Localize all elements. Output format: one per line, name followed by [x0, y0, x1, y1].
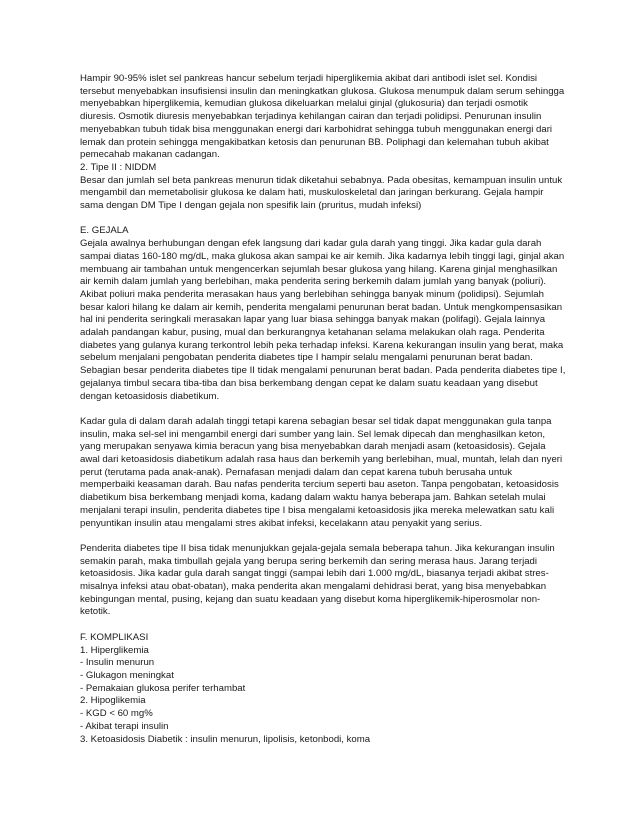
komplikasi-line: - Glukagon meningkat: [80, 669, 174, 681]
document-page: [80, 73, 566, 746]
paragraph-gejala-2: Kadar gula di dalam darah adalah tinggi tetapi karena sebagian besar sel tidak dapat menggunakan gula tanpa insulin, maka sel-sel ini mengambil energi dari sumber yang lain. Sel lemak dipecah dan menghasilkan keton, yang merupakan senyawa kimia beracun yang bisa menyebabkan darah menjadi asam (ketoasidosis). Gejala awal dari ketoasidosis diabetikum adalah rasa haus dan berkemih yang berlebihan, mual, muntah, lelah dan nyeri perut (terutama pada anak-anak). Pernafasan menjadi dalam dan cepat karena tubuh berusaha untuk memperbaiki keasaman darah. Bau nafas penderita tercium seperti bau aseton. Tanpa pengobatan, ketoasidosis diabetikum bisa berkembang menjadi koma, kadang dalam waktu hanya beberapa jam. Bahkan setelah mulai menjalani terapi insulin, penderita diabetes tipe I bisa mengalami ketoasidosis jika mereka melewatkan satu kali penyuntikan insulin atau mengalami stres akibat infeksi, kecelakann atau penyakit yang serius.: [80, 415, 563, 529]
section-title-gejala: E. GEJALA: [80, 225, 129, 237]
paragraph-gejala-1: Gejala awalnya berhubungan dengan efek langsung dari kadar gula darah yang tinggi. Jika kadar gula darah sampai diatas 160-180 mg/dL, maka glukosa akan sampai ke air kemih. Jika kadarnya lebih tinggi lagi, ginjal akan membuang air tambahan untuk mengencerkan sejumlah besar glukosa yang hilang. Karena ginjal menghasilkan air kemih dalam jumlah yang berlebihan, maka penderita sering berkemih dalam jumlah yang banyak (poliuri). Akibat poliuri maka penderita merasakan haus yang berlebihan sehingga banyak minum (polidipsi). Sejumlah besar kalori hilang ke dalam air kemih, penderita mengalami penurunan berat badan. Untuk mengkompensasikan hal ini penderita seringkali merasakan lapar yang luar biasa sehingga banyak makan (polifagi). Gejala lainnya adalah pandangan kabur, pusing, mual dan berkurangnya ketahanan selama melakukan olah raga. Penderita diabetes yang gulanya kurang terkontrol lebih peka terhadap infeksi. Karena kekurangan insulin yang berat, maka sebelum menjalani pengobatan penderita diabetes tipe I hampir selalu mengalami penurunan berat badan. Sebagian besar penderita diabetes tipe II tidak mengalami penurunan berat badan. Pada penderita diabetes tipe I, gejalanya timbul secara tiba-tiba dan bisa berkembang dengan cepat ke dalam suatu keadaan yang disebut dengan ketoasidosis diabetikum.: [80, 238, 566, 402]
komplikasi-line: - KGD < 60 mg%: [80, 708, 153, 720]
komplikasi-line: - Insulin menurun: [80, 657, 155, 669]
section-gejala-ketoasidosis: [80, 416, 566, 530]
komplikasi-line: 2. Hipoglikemia: [80, 695, 146, 707]
komplikasi-line: 1. Hiperglikemia: [80, 644, 149, 656]
komplikasi-line: - Akibat terapi insulin: [80, 720, 169, 732]
section-komplikasi: [80, 632, 566, 746]
komplikasi-line: 3. Ketoasidosis Diabetik : insulin menurun, lipolisis, ketonbodi, koma: [80, 733, 371, 745]
komplikasi-line: - Pemakaian glukosa perifer terhambat: [80, 682, 246, 694]
paragraph-tipe1-pathophysiology: Hampir 90-95% islet sel pankreas hancur sebelum terjadi hiperglikemia akibat dari antibodi islet sel. Kondisi tersebut menyebabkan insufisiensi insulin dan meningkatkan glukosa. Glukosa menumpuk dalam serum sehingga menyebabkan hiperglikemia, kemudian glukosa dikeluarkan melalui ginjal (glukosuria) dan terjadi osmotik diuresis. Osmotik diuresis menyebabkan terjadinya kehilangan cairan dan terjadi polidipsi. Penurunan insulin menyebabkan tubuh tidak bisa menggunakan energi dari karbohidrat sehingga tubuh menggunakan energi dari lemak dan protein sehingga mengakibatkan ketosis dan penurunan BB. Poliphagi dan kelemahan tubuh akibat pemecahab makanan cadangan.: [80, 73, 565, 161]
section-title-komplikasi: F. KOMPLIKASI: [80, 631, 149, 643]
heading-tipe2: 2. Tipe II : NIDDM: [80, 161, 157, 173]
section-gejala-intro: [80, 225, 566, 403]
section-gejala-tipe2: [80, 543, 566, 619]
paragraph-tipe2-pathophysiology: Besar dan jumlah sel beta pankreas menurun tidak diketahui sebabnya. Pada obesitas, kemampuan insulin untuk mengambil dan memetabolisir glukosa ke dalam hati, muskuloskeletal dan jaringan berkurang. Gejala hampir sama dengan DM Tipe I dengan gejala non spesifik lain (pruritus, mudah infeksi): [80, 174, 563, 212]
paragraph-gejala-3: Penderita diabetes tipe II bisa tidak menunjukkan gejala-gejala semala beberapa tahun. Jika kekurangan insulin semakin parah, maka timbullah gejala yang berupa sering berkemih dan sering merasa haus. Jarang terjadi ketoasidosis. Jika kadar gula darah sangat tinggi (sampai lebih dari 1.000 mg/dL, biasanya terjadi akibat stres-misalnya infeksi atau obat-obatan), maka penderita akan mengalami dehidrasi berat, yang bisa menyebabkan kebingungan mental, pusing, kejang dan suatu keadaan yang disebut koma hiperglikemik-hiperosmolar non-ketotik.: [80, 542, 555, 618]
section-pathophysiology: [80, 73, 566, 213]
